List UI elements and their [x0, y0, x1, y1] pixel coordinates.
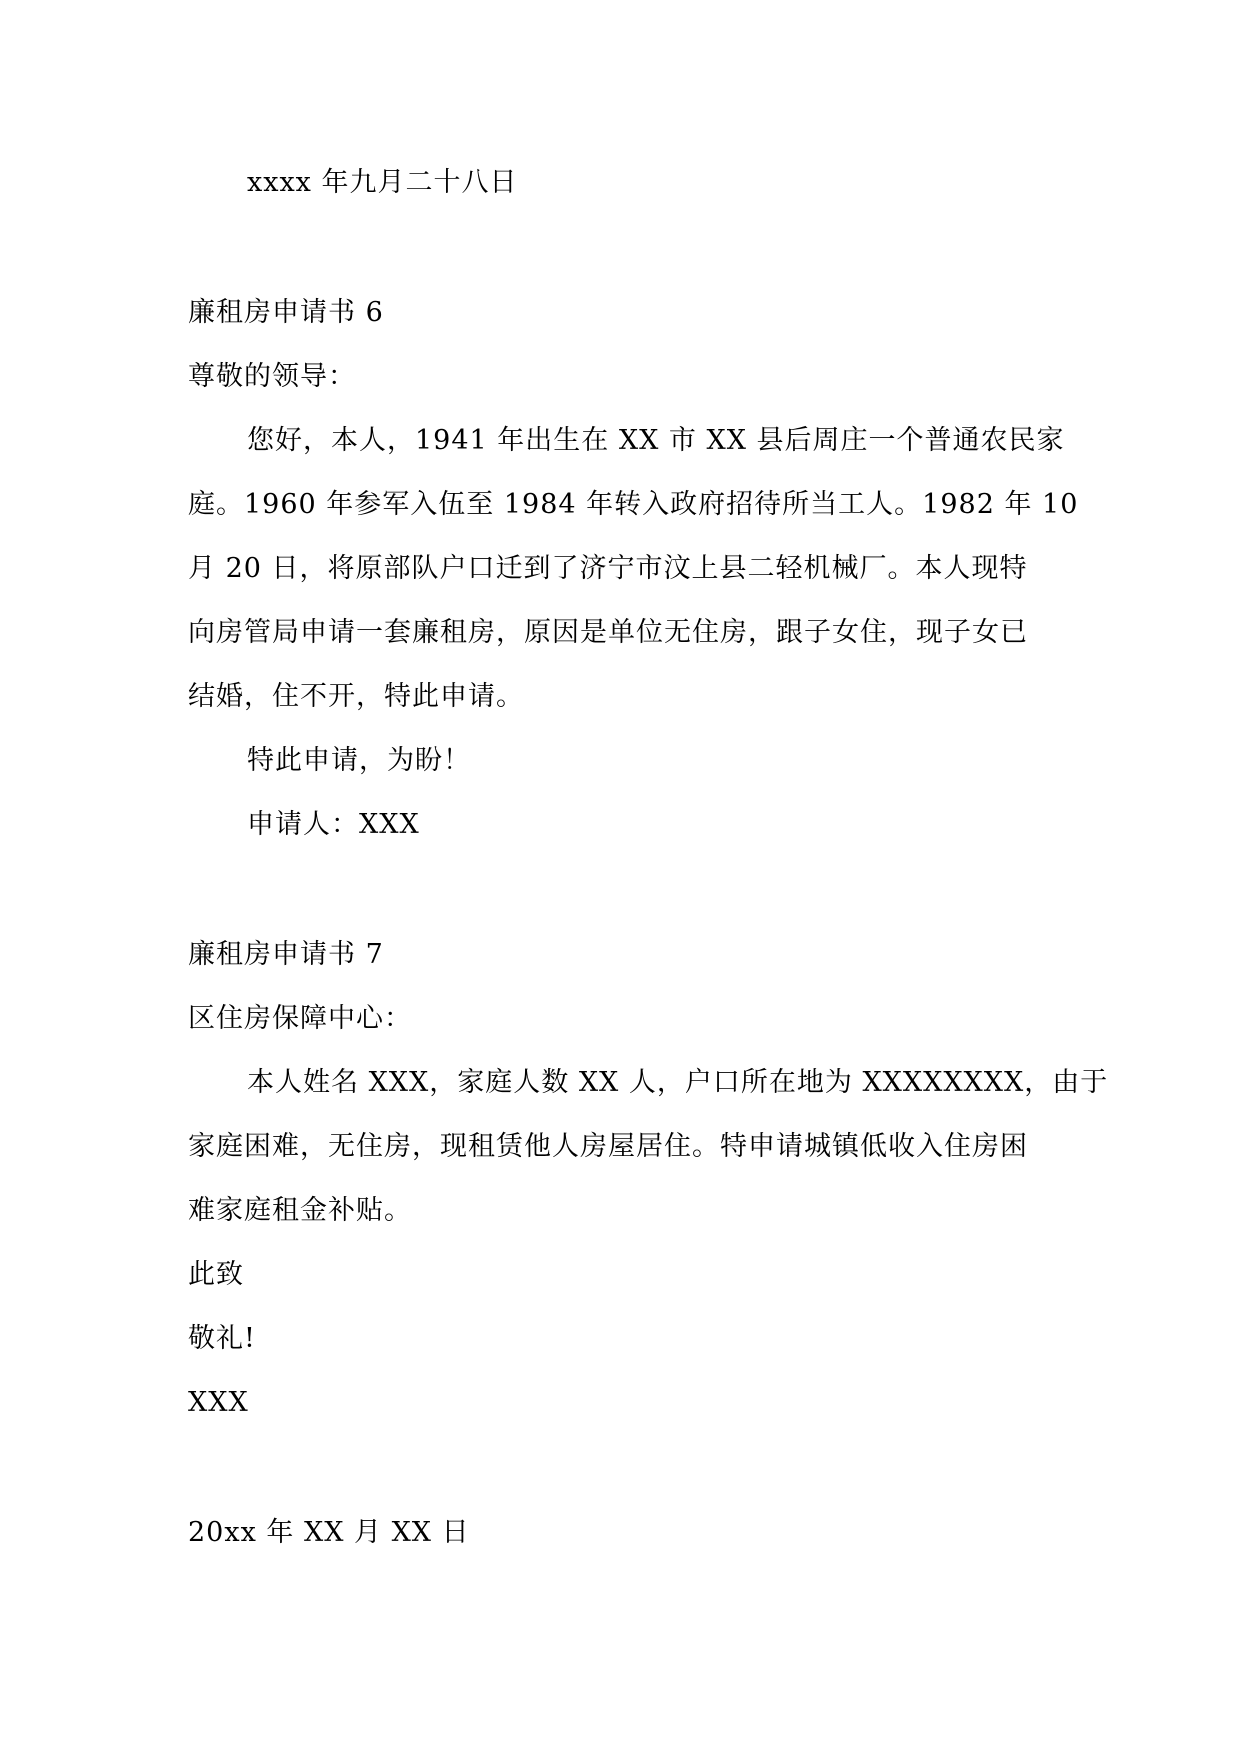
letter-7-body-line-2: 家庭困难，无住房，现租赁他人房屋居住。特申请城镇低收入住房困 — [188, 1131, 1028, 1162]
letter-6-body-line-4: 向房管局申请一套廉租房，原因是单位无住房，跟子女住，现子女已 — [188, 617, 1028, 648]
letter-7-date: 20xx 年 XX 月 XX 日 — [188, 1517, 470, 1548]
letter-7-salutation: 区住房保障中心： — [188, 1003, 412, 1034]
letter-7-body-line-3: 难家庭租金补贴。 — [188, 1195, 412, 1226]
letter-7-title: 廉租房申请书 7 — [188, 939, 384, 970]
letter-6-signature: 申请人：XXX — [247, 809, 420, 840]
date-previous-letter: xxxx 年九月二十八日 — [247, 167, 518, 198]
letter-7-signature: XXX — [188, 1387, 249, 1418]
letter-6-body-line-3: 月 20 日，将原部队户口迁到了济宁市汶上县二轻机械厂。本人现特 — [188, 553, 1028, 584]
letter-6-body-line-5: 结婚，住不开，特此申请。 — [188, 681, 524, 712]
letter-7-closing-2: 敬礼! — [188, 1323, 256, 1354]
letter-6-body-line-1: 您好，本人，1941 年出生在 XX 市 XX 县后周庄一个普通农民家 — [247, 425, 1065, 456]
letter-6-salutation: 尊敬的领导： — [188, 361, 356, 392]
letter-7-closing-1: 此致 — [188, 1259, 244, 1290]
letter-6-title: 廉租房申请书 6 — [188, 297, 384, 328]
letter-7-body-line-1: 本人姓名 XXX，家庭人数 XX 人，户口所在地为 XXXXXXXX，由于 — [247, 1067, 1109, 1098]
letter-6-body-line-2: 庭。1960 年参军入伍至 1984 年转入政府招待所当工人。1982 年 10 — [188, 489, 1079, 520]
letter-6-closing: 特此申请，为盼！ — [247, 745, 471, 776]
